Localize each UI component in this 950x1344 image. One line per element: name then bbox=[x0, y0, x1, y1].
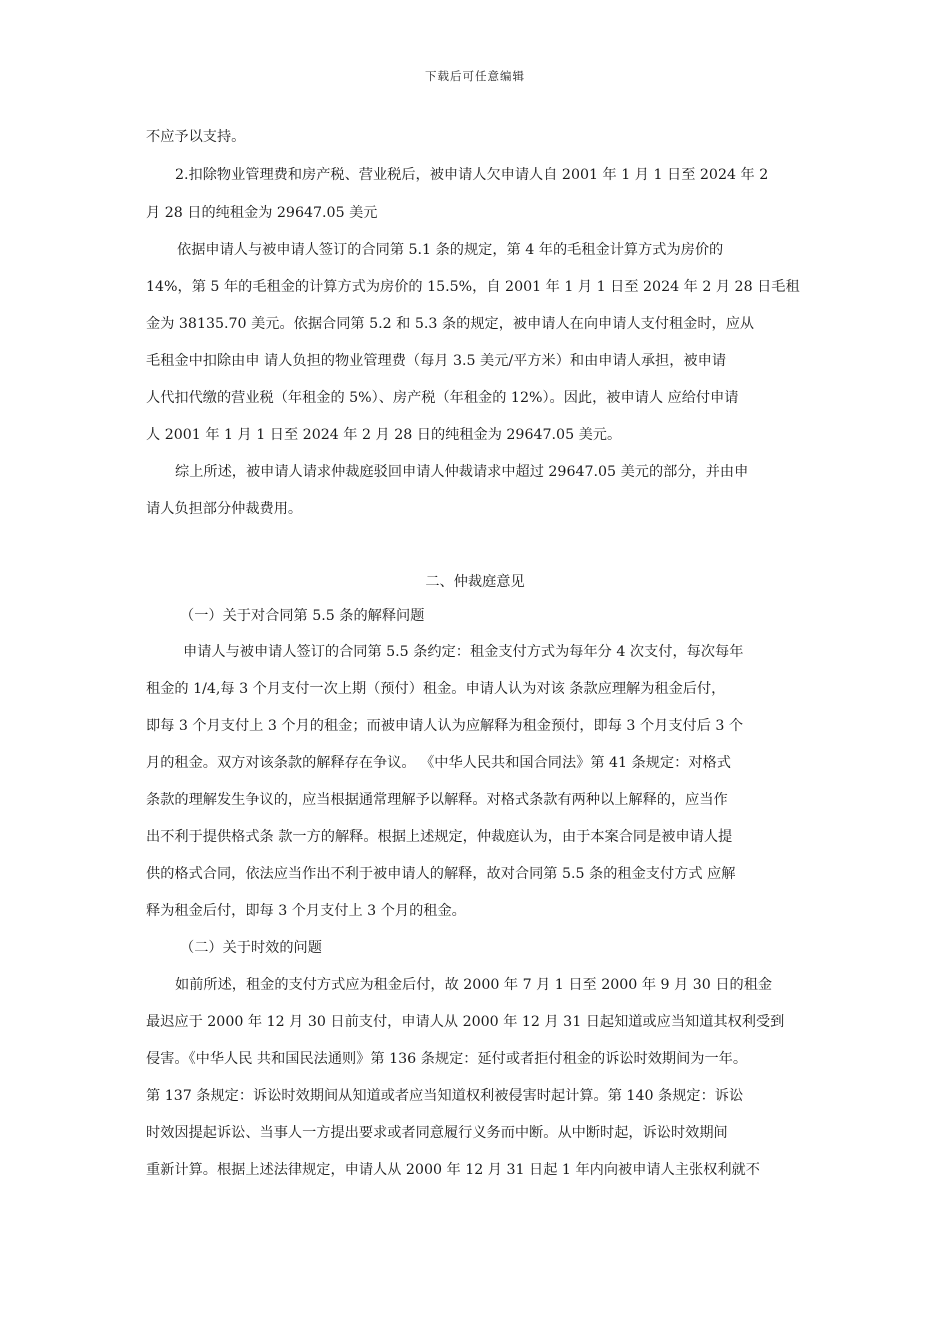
text-line: 申请人与被申请人签订的合同第 5.5 条约定：租金支付方式为每年分 4 次支付，每次每年 bbox=[183, 644, 744, 660]
text-line: 时效因提起诉讼、当事人一方提出要求或者同意履行义务而中断。从中断时起，诉讼时效期间 bbox=[146, 1125, 728, 1141]
text-line: 最迟应于 2000 年 12 月 30 日前支付，申请人从 2000 年 12 月 31 日起知道或应当知道其权利受到 bbox=[146, 1014, 785, 1030]
subsection-heading: （一）关于对合同第 5.5 条的解释问题 bbox=[180, 608, 425, 624]
text-line: 人代扣代缴的营业税（年租金的 5%）、房产税（年租金的 12%）。因此，被申请人 应给付申请 bbox=[146, 390, 739, 406]
text-line: 供的格式合同，依法应当作出不利于被申请人的解释，故对合同第 5.5 条的租金支付方式 应解 bbox=[146, 866, 736, 882]
text-line: 即每 3 个月支付上 3 个月的租金；而被申请人认为应解释为租金预付，即每 3 个月支付后 3 个 bbox=[146, 718, 744, 734]
text-line: 侵害。《中华人民 共和国民法通则》第 136 条规定：延付或者拒付租金的诉讼时效期间为一年。 bbox=[146, 1051, 748, 1067]
text-line: 毛租金中扣除由申 请人负担的物业管理费（每月 3.5 美元/平方米）和由申请人承担，被申请 bbox=[146, 353, 727, 369]
text-line: 月的租金。双方对该条款的解释存在争议。 《中华人民共和国合同法》第 41 条规定：对格式 bbox=[146, 755, 731, 771]
text-line: 如前所述，租金的支付方式应为租金后付，故 2000 年 7 月 1 日至 2000 年 9 月 30 日的租金 bbox=[175, 977, 773, 993]
text-line: 第 137 条规定：诉讼时效期间从知道或者应当知道权利被侵害时起计算。第 140 条规定：诉讼 bbox=[146, 1088, 744, 1104]
text-line: 人 2001 年 1 月 1 日至 2024 年 2 月 28 日的纯租金为 29647.05 美元。 bbox=[146, 427, 622, 443]
text-line: 不应予以支持。 bbox=[146, 129, 246, 145]
text-line: 综上所述，被申请人请求仲裁庭驳回申请人仲裁请求中超过 29647.05 美元的部分，并由申 bbox=[175, 464, 749, 480]
text-line: 条款的理解发生争议的，应当根据通常理解予以解释。对格式条款有两种以上解释的，应当作 bbox=[146, 792, 728, 808]
text-line: 重新计算。根据上述法律规定，申请人从 2000 年 12 月 31 日起 1 年内向被申请人主张权利就不 bbox=[146, 1162, 760, 1178]
text-line: 2.扣除物业管理费和房产税、营业税后，被申请人欠申请人自 2001 年 1 月 1 日至 2024 年 2 bbox=[175, 167, 769, 183]
text-line: 14%，第 5 年的毛租金的计算方式为房价的 15.5%，自 2001 年 1 月 1 日至 2024 年 2 月 28 日毛租 bbox=[146, 279, 800, 295]
text-line: 金为 38135.70 美元。依据合同第 5.2 和 5.3 条的规定，被申请人在向申请人支付租金时，应从 bbox=[146, 316, 755, 332]
page-header: 下载后可任意编辑 bbox=[425, 69, 525, 83]
text-line: 依据申请人与被申请人签订的合同第 5.1 条的规定，第 4 年的毛租金计算方式为房价的 bbox=[177, 242, 724, 258]
text-line: 月 28 日的纯租金为 29647.05 美元 bbox=[146, 205, 378, 221]
subsection-heading: （二）关于时效的问题 bbox=[180, 940, 322, 956]
text-line: 租金的 1/4,每 3 个月支付一次上期（预付）租金。申请人认为对该 条款应理解为租金后付， bbox=[146, 681, 726, 697]
text-line: 请人负担部分仲裁费用。 bbox=[146, 501, 303, 517]
text-line: 出不利于提供格式条 款一方的解释。根据上述规定，仲裁庭认为，由于本案合同是被申请人提 bbox=[146, 829, 733, 845]
text-line: 释为租金后付，即每 3 个月支付上 3 个月的租金。 bbox=[146, 903, 466, 919]
section-title: 二、仲裁庭意见 bbox=[425, 574, 525, 590]
